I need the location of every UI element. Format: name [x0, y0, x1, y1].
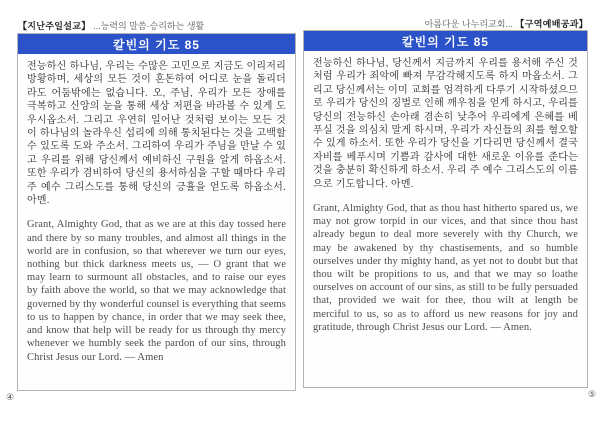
right-page-title-bar [304, 31, 587, 51]
left-page-english-prayer: Grant, Almighty God, that as we are at this day tossed here and there by so many troubles, and almost all things in the world are in confusion, so that wherever we turn our eyes, nothing but thick darkness meets us, — O grant that we may learn to surmount all obstacles, and to raise our eyes by faith above the world, so that we may acknowledge that governed by thy wonderful counsel is everything that seems to us to happen by chance, in order that we may seek thee, and know that help will be ready for us through thy mercy whenever we humbly seek the pardon of our sins, through Christ Jesus our Lord. — Amen [27, 219, 286, 363]
right-header-church-name: 아름다운 나누리교회... [424, 19, 516, 29]
right-page-english-prayer: Grant, Almighty God, that as thou hast hitherto spared us, we may not grow torpid in our vices, and that since thou hast already begun to deal more severely with thy Church, we may be awakened by thy chastisements, and so humble ourselves under thy mighty hand, as yet not to doubt but that thou wilt be propitions to us, and that we may so loathe ourselves on account of our sins, as still to be fully persuaded that, provided we wait for thee, thou wilt at length be merciful to us, so as to afford us new reasons for joy and gratitude, through Christ Jesus our Lord. — Amen. [313, 203, 578, 333]
left-page-number: ④ [6, 392, 15, 402]
left-header-subtitle: ...능력의 말씀·승리하는 생활 [90, 21, 205, 31]
right-page-korean-prayer: 전능하신 하나님, 당신께서 지금까지 우리를 용서해 주신 것처럼 우리가 죄악에 빠져 무감각해지도록 하지 마옵소서. 그리고 당신께서는 이미 교회를 엄격하게 다루기 시작하셨으므로 우리가 당신의 징벌로 인해 깨우침을 얻게 하시고, 우리를 당신의 전능하신 손아래 겸손히 낮추어 우리에게 은혜를 베푸실 것을 의심치 말게 하시며, 우리가 자신들의 죄를 혐오할 수 있게 하소서. 또한 우리가 당신을 기다리면 당신께서 결국 자비를 베푸시며 기쁨과 감사에 대한 새로운 이유를 준다는 것을 충분히 확신하게 하소서. 우리 주 예수 그리스도의 이름으로 기도합니다. 아멘. [313, 58, 578, 190]
left-page-korean-prayer: 전능하신 하나님, 우리는 수많은 고민으로 지금도 이리저리 방황하며, 세상의 모든 것이 혼돈하여 어디로 눈을 돌리더라도 어둠밖에는 없습니다. 오, 주님, 우리가 모든 장애를 극복하고 신앙의 눈을 통해 세상 저편을 바라볼 수 있게 도우시옵소서. 그리고 우연히 일어난 것처럼 보이는 모든 것이 하나님의 놀라우신 섭리에 의해 통치된다는 것을 고백할 수 있도록 도와 주소서. 그리하여 우리가 주님을 만날 수 있고 우리를 위해 당신께서 예비하신 구원을 알게 하옵소서. 또한 우리가 겸비하여 당신의 용서하심을 구할 때마다 우리 주 예수 그리스도를 통해 당신의 긍휼을 얻도록 하옵소서. 아멘. [27, 61, 286, 207]
right-header-section-label: 【구역예배공과】 [515, 19, 588, 29]
left-page-box [17, 33, 296, 391]
right-running-header [303, 19, 588, 30]
right-page-number: ⑤ [588, 389, 597, 399]
left-header-section-label: 【지난주일설교】 [18, 21, 91, 31]
right-page-box [303, 30, 588, 388]
left-page-title-bar [18, 34, 295, 54]
right-page-title: 칼빈의 기도 85 [402, 34, 489, 49]
left-running-header [18, 21, 296, 32]
left-page-title: 칼빈의 기도 85 [113, 37, 200, 52]
